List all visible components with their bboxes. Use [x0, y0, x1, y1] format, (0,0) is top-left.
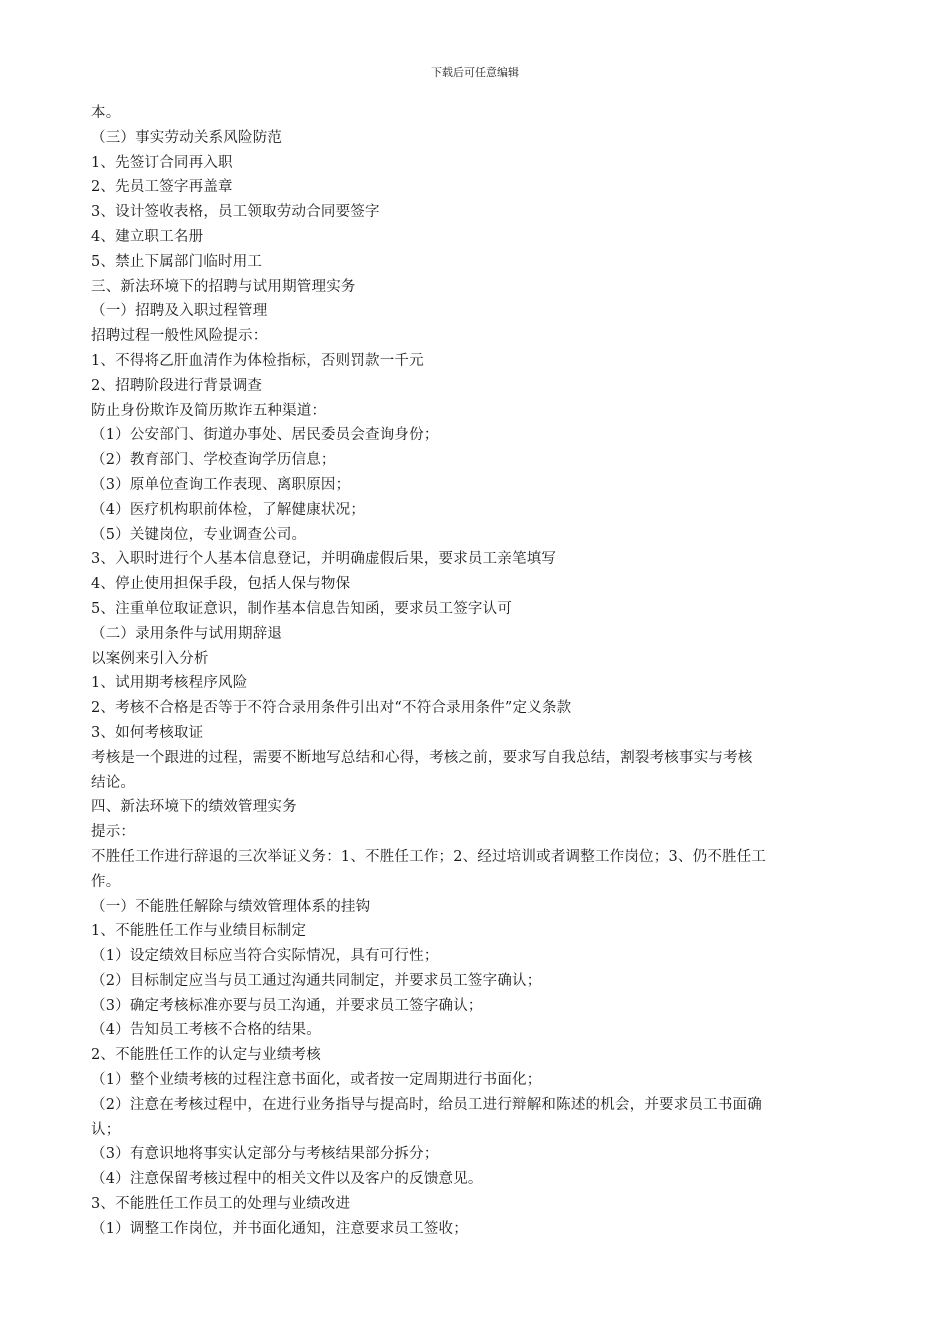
chapter-heading: 三、新法环境下的招聘与试用期管理实务: [91, 278, 356, 295]
list-item: （4）医疗机构职前体检，了解健康状况；: [91, 501, 366, 518]
list-item: 3、如何考核取证: [91, 724, 204, 741]
list-item: （1）设定绩效目标应当符合实际情况，具有可行性；: [91, 948, 439, 965]
list-item: （5）关键岗位，专业调查公司。: [91, 526, 307, 543]
text-line: 提示：: [91, 824, 136, 841]
list-item: 3、设计签收表格，员工领取劳动合同要签字: [91, 204, 380, 221]
list-item: 5、注重单位取证意识，制作基本信息告知函，要求员工签字认可: [91, 600, 513, 617]
list-item: 5、禁止下属部门临时用工: [91, 253, 263, 270]
text-line: 以案例来引入分析: [91, 650, 209, 667]
section-heading: （二）录用条件与试用期辞退: [91, 625, 283, 642]
list-item: 2、先员工签字再盖章: [91, 179, 233, 196]
list-item: 4、建立职工名册: [91, 228, 204, 245]
list-item: （2）目标制定应当与员工通过沟通共同制定，并要求员工签字确认；: [91, 972, 542, 989]
list-item: 1、先签订合同再入职: [91, 154, 233, 171]
list-item: （4）注意保留考核过程中的相关文件以及客户的反馈意见。: [91, 1171, 483, 1188]
section-heading: （一）招聘及入职过程管理: [91, 303, 268, 320]
text-line: 本。: [91, 105, 121, 121]
list-item: （3）确定考核标准亦要与员工沟通，并要求员工签字确认；: [91, 997, 483, 1014]
list-item: （3）原单位查询工作表现、离职原因；: [91, 476, 351, 493]
list-item: （2）教育部门、学校查询学历信息；: [91, 452, 336, 469]
list-item: （1）整个业绩考核的过程注意书面化，或者按一定周期进行书面化；: [91, 1072, 542, 1089]
list-item: 3、不能胜任工作员工的处理与业绩改进: [91, 1196, 351, 1213]
text-line: 考核是一个跟进的过程，需要不断地写总结和心得，考核之前，要求写自我总结，割裂考核事实与考核: [91, 749, 753, 766]
list-item: （1）调整工作岗位，并书面化通知，注意要求员工签收；: [91, 1220, 468, 1237]
page-header-note: 下载后可任意编辑: [431, 66, 519, 79]
text-line: 防止身份欺诈及简历欺诈五种渠道：: [91, 402, 327, 419]
list-item: 4、停止使用担保手段，包括人保与物保: [91, 576, 351, 593]
text-line: 结论。: [91, 774, 136, 791]
list-item: 3、入职时进行个人基本信息登记，并明确虚假后果，要求员工亲笔填写: [91, 551, 557, 568]
list-item: 2、考核不合格是否等于不符合录用条件引出对“不符合录用条件”定义条款: [91, 700, 572, 717]
list-item: 1、不得将乙肝血清作为体检指标，否则罚款一千元: [91, 352, 424, 369]
text-line: 认；: [91, 1121, 121, 1138]
list-item: （4）告知员工考核不合格的结果。: [91, 1022, 321, 1039]
list-item: 2、招聘阶段进行背景调查: [91, 377, 263, 394]
list-item: （3）有意识地将事实认定部分与考核结果部分拆分；: [91, 1146, 439, 1163]
text-line: 作。: [91, 873, 121, 890]
document-body: [91, 101, 861, 1242]
text-line: 不胜任工作进行辞退的三次举证义务：1、不胜任工作；2、经过培训或者调整工作岗位；3、仍不胜任工: [91, 848, 767, 865]
list-item: 1、试用期考核程序风险: [91, 675, 248, 692]
list-item: 1、不能胜任工作与业绩目标制定: [91, 923, 307, 940]
list-item: 2、不能胜任工作的认定与业绩考核: [91, 1047, 321, 1064]
section-heading: （一）不能胜任解除与绩效管理体系的挂钩: [91, 898, 371, 915]
text-line: 招聘过程一般性风险提示：: [91, 328, 268, 345]
list-item: （1）公安部门、街道办事处、居民委员会查询身份；: [91, 427, 439, 444]
section-heading: （三）事实劳动关系风险防范: [91, 129, 283, 146]
list-item: （2）注意在考核过程中，在进行业务指导与提高时，给员工进行辩解和陈述的机会，并要求员工书面确: [91, 1096, 762, 1113]
chapter-heading: 四、新法环境下的绩效管理实务: [91, 799, 297, 816]
